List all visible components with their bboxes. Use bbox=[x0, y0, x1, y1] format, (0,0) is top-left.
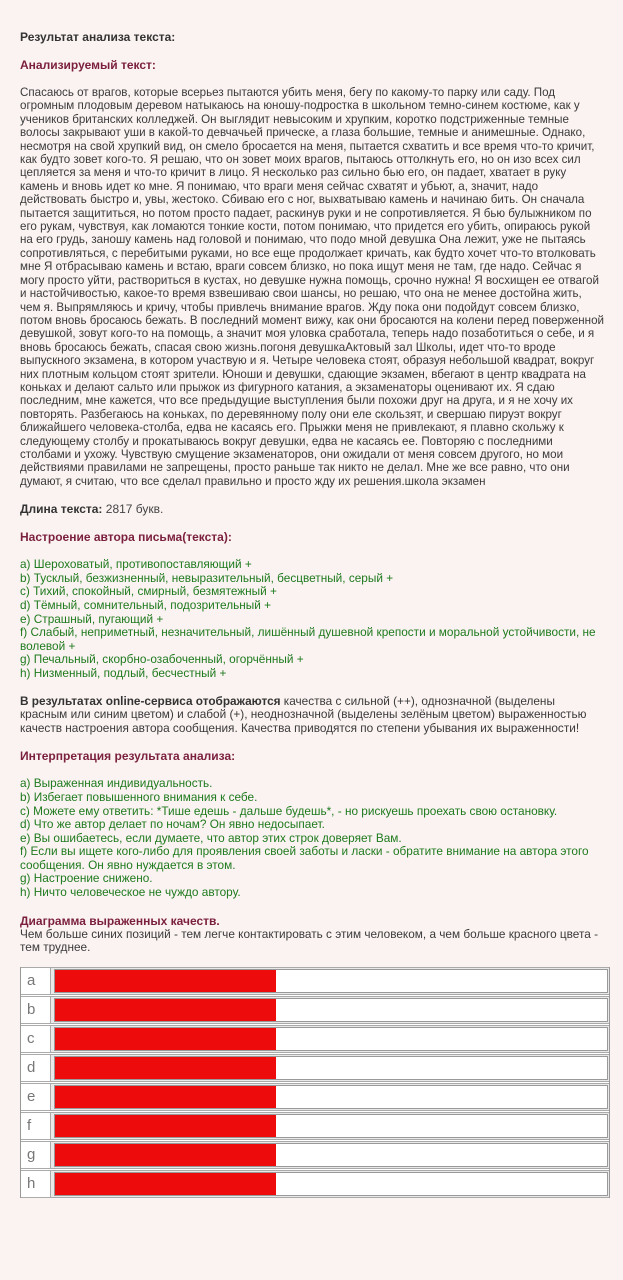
quality-item: c) Тихий, спокойный, смирный, безмятежный + bbox=[20, 584, 277, 599]
interpretation-heading: Интерпретация результата анализа: bbox=[20, 749, 236, 764]
diagram-bar-track bbox=[54, 1172, 608, 1196]
results-note-text: качества с сильной (++), однозначной (выделены красным или синим цветом) и слабой (+), неоднозначной (выделены зелёным цветом) выраженностью качеств настроения автора сообщения. Качества приводятся по степени убывания их выраженности! bbox=[20, 693, 587, 735]
analyzed-text-heading: Анализируемый текст: bbox=[20, 58, 156, 72]
diagram-heading: Диаграмма выраженных качеств. bbox=[20, 913, 220, 928]
interpretation-item: c) Можете ему ответить: *Тише едешь - дальше будешь*, - но рискуешь проехать свою остановку. bbox=[20, 803, 558, 818]
mood-heading: Настроение автора письма(текста): bbox=[20, 530, 232, 545]
quality-item: e) Страшный, пугающий + bbox=[20, 611, 164, 626]
interpretation-item: h) Ничто человеческое не чуждо автору. bbox=[20, 885, 241, 900]
quality-item: h) Низменный, подлый, бесчестный + bbox=[20, 665, 227, 680]
diagram-row-f bbox=[21, 1112, 609, 1140]
interpretation-item: g) Настроение снижено. bbox=[20, 871, 153, 886]
interpretation-list bbox=[20, 777, 605, 899]
diagram-row-a bbox=[21, 967, 609, 995]
analyzed-text: Спасаюсь от врагов, которые всерьез пытаются убить меня, бегу по какому-то парку или саду. Под огромным плодовым деревом натыкаюсь на юношу-подростка в школьном темно-синем костюме, как у учеников британских колледжей. Он выглядит невысоким и хрупким, коротко подстриженные темные волосы закрывают уши в какой-то девчачьей прическе, а глаза большие, темные и анимешные. Однако, несмотря на свой хрупкий вид, он смело бросается на меня, пытается схватить и все время что-то кричит, как будто зовет кого-то. Я решаю, что он зовет моих врагов, пытаюсь оттолкнуть его, но он изо всех сил цепляется за меня и что-то кричит в лицо. Я несколько раз сильно бью его, он падает, хватает в руку камень и вновь идет ко мне. Я понимаю, что враги меня сейчас схватят и убьют, а, значит, надо действовать быстро и, увы, жестоко. Сбиваю его с ног, выхватываю камень и начинаю бить. Он сначала пытается защититься, но потом просто падает, раскинув руки и не сопротивляется. Я бью булыжником по его рукам, чувствуя, как ломаются тонкие кости, потом понимаю, что придется его убить, опираюсь рукой на его грудь, заношу камень над головой и понимаю, что подо мной девушка Она лежит, уже не пытаясь сопротивляться, с перебитыми руками, но все еще продолжает кричать, как будто хочет что-то втолковать мне Я отбрасываю камень и встаю, враги совсем близко, но пока ищут меня не там, где надо. Сейчас я могу просто уйти, раствориться в кустах, но девушке нужна помощь, срочно нужна! Я восхищен ее отвагой и настойчивостью, какое-то время взвешиваю свои шансы, но решаю, что она не менее достойна жить, чем я. Выпрямляюсь и кричу, чтобы привлечь внимание врагов. Жду пока они подойдут совсем близко, потом вновь бросаюсь бежать. В последний момент вижу, как они бросаются на колени перед поверженной девушкой, зовут кого-то на помощь, а значит моя уловка сработала, теперь надо позаботиться о себе, и я вновь бросаюсь бежать, спасая свою жизнь.погоня девушкаАктовый зал Школы, идет что-то вроде выпускного экзамена, в котором участвую и я. Четыре человека стоят, образуя небольшой квадрат, вокруг них плотным кольцом стоят зрители. Юноши и девушки, сдающие экзамен, вбегают в центр квадрата на коньках и делают сальто или прыжок из фигурного катания, а экзаменаторы оценивают их. Я сдаю последним, мне кажется, что все предыдущие выступления были похожи друг на друга, и я не хочу их повторять. Разбегаюсь на коньках, по деревянному полу они еле скользят, и свершаю пируэт вокруг ближайшего человека-столба, едва не касаясь его. Прыжки меня не привлекают, я плавно скольжу к следующему столбу и прокатываюсь вокруг девушки, едва не касаясь ее. Повторяю с последними столбами и ухожу. Чувствую смущение экзаменаторов, они ожидали от меня совсем другого, но мои действиями правилами не запрещены, просто раньше так никто не делал. Мне же все равно, что они думают, я считаю, что все сделал правильно и просто жду их решения.школа экзамен bbox=[20, 86, 604, 488]
diagram-row-d bbox=[21, 1054, 609, 1082]
quality-item: a) Шероховатый, противопоставляющий + bbox=[20, 557, 252, 572]
diagram-row-b bbox=[21, 996, 609, 1024]
interpretation-item: a) Выраженная индивидуальность. bbox=[20, 776, 213, 791]
diagram-row-label: a bbox=[21, 968, 51, 994]
diagram-bar-track bbox=[54, 969, 608, 993]
diagram-row-label: b bbox=[21, 997, 51, 1023]
diagram-bar-c bbox=[55, 1028, 276, 1050]
diagram-row-label: d bbox=[21, 1055, 51, 1081]
diagram-row-label: c bbox=[21, 1026, 51, 1052]
diagram-row-label: f bbox=[21, 1113, 51, 1139]
diagram-row-h bbox=[21, 1170, 609, 1198]
diagram-bar-g bbox=[55, 1144, 276, 1166]
diagram-bar-a bbox=[55, 970, 276, 992]
diagram-bar-track bbox=[54, 1143, 608, 1167]
page-title: Результат анализа текста: bbox=[20, 30, 176, 44]
text-length-value: 2817 букв. bbox=[105, 502, 164, 517]
text-length bbox=[20, 502, 605, 516]
diagram-row-c bbox=[21, 1025, 609, 1053]
diagram-bar-track bbox=[54, 1027, 608, 1051]
diagram-bar-f bbox=[55, 1115, 276, 1137]
diagram-bar-b bbox=[55, 999, 276, 1021]
diagram-bar-d bbox=[55, 1057, 276, 1079]
diagram-subtitle: Чем больше синих позиций - тем легче контактировать с этим человеком, а чем больше красного цвета - тем труднее. bbox=[20, 926, 599, 955]
qualities-diagram bbox=[20, 967, 610, 1198]
interpretation-item: b) Избегает повышенного внимания к себе. bbox=[20, 789, 258, 804]
diagram-row-g bbox=[21, 1141, 609, 1169]
results-note-bold: В результатах online-сервиса отображаются bbox=[20, 693, 281, 708]
diagram-row-e bbox=[21, 1083, 609, 1111]
text-length-label: Длина текста: bbox=[20, 502, 103, 517]
diagram-bar-track bbox=[54, 1114, 608, 1138]
results-note bbox=[20, 695, 605, 736]
diagram-bar-track bbox=[54, 998, 608, 1022]
quality-item: g) Печальный, скорбно-озабоченный, огорчённый + bbox=[20, 652, 304, 667]
diagram-row-label: h bbox=[21, 1171, 51, 1197]
interpretation-item: e) Вы ошибаетесь, если думаете, что автор этих строк доверяет Вам. bbox=[20, 830, 402, 845]
qualities-list bbox=[20, 558, 605, 680]
diagram-bar-e bbox=[55, 1086, 276, 1108]
diagram-bar-h bbox=[55, 1173, 276, 1195]
diagram-row-label: e bbox=[21, 1084, 51, 1110]
quality-item: d) Тёмный, сомнительный, подозрительный + bbox=[20, 597, 271, 612]
diagram-bar-track bbox=[54, 1085, 608, 1109]
quality-item: f) Слабый, неприметный, незначительный, лишённый душевной крепости и моральной устойчивости, не волевой + bbox=[20, 625, 596, 653]
diagram-row-label: g bbox=[21, 1142, 51, 1168]
interpretation-item: f) Если вы ищете кого-либо для проявления своей заботы и ласки - обратите внимание на автора этого сообщения. Он явно нуждается в этом. bbox=[20, 844, 589, 872]
quality-item: b) Тусклый, безжизненный, невыразительный, бесцветный, серый + bbox=[20, 570, 394, 585]
diagram-bar-track bbox=[54, 1056, 608, 1080]
interpretation-item: d) Что же автор делает по ночам? Он явно недосыпает. bbox=[20, 817, 325, 832]
